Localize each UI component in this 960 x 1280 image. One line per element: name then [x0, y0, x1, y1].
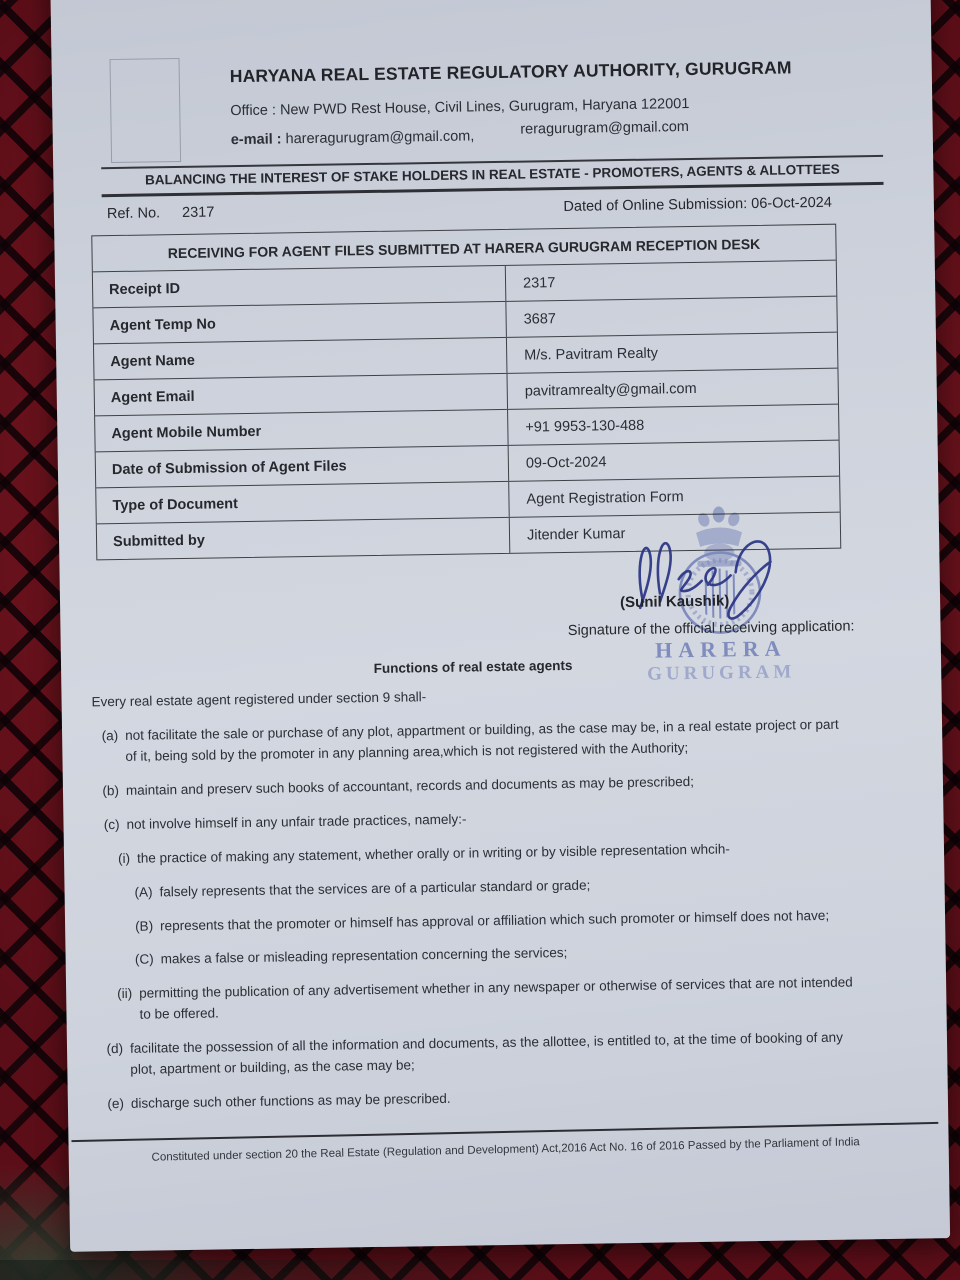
item-text: discharge such other functions as may be prescribed.	[130, 1090, 451, 1111]
item-marker: (i)	[117, 850, 131, 866]
table-title: RECEIVING FOR AGENT FILES SUBMITTED AT HARERA GURUGRAM RECEPTION DESK	[92, 225, 835, 273]
functions-heading: Functions of real estate agents	[373, 657, 573, 676]
item-marker: (d)	[106, 1041, 124, 1057]
row-value: Agent Registration Form	[526, 489, 684, 508]
footer	[68, 1124, 948, 1163]
function-item-C	[94, 939, 854, 972]
row-value: M/s. Pavitram Realty	[524, 345, 659, 364]
item-marker: (e)	[107, 1096, 125, 1112]
bottom-dark-strip	[0, 1260, 576, 1280]
motto-banner: BALANCING THE INTEREST OF STAKE HOLDERS IN REAL ESTATE - PROMOTERS, AGENTS & ALLOTTEES	[101, 155, 883, 197]
item-text: falsely represents that the services are of a particular standard or grade;	[159, 877, 591, 899]
stamp-text-gurugram: GURUGRAM	[646, 661, 796, 685]
functions-intro: Every real estate agent registered under section 9 shall-	[91, 689, 427, 710]
function-item-B	[93, 905, 853, 938]
function-item-A	[92, 871, 852, 904]
email-primary: hareragurugram@gmail.com,	[285, 128, 475, 148]
row-value: pavitramrealty@gmail.com	[524, 380, 697, 400]
row-label: Date of Submission of Agent Files	[96, 446, 509, 487]
signatory-name: (Sunil Kaushik)	[619, 592, 730, 612]
row-label: Agent Temp No	[93, 302, 506, 343]
function-item-e	[96, 1083, 856, 1116]
row-label: Type of Document	[96, 482, 509, 523]
ref-number	[107, 204, 215, 222]
item-text: represents that the promoter or himself has approval or affiliation which such promoter or himself does not have;	[159, 907, 830, 933]
submission-date-line: Dated of Online Submission: 06-Oct-2024	[563, 194, 832, 215]
row-label: Agent Mobile Number	[95, 410, 508, 451]
row-label: Agent Email	[95, 374, 508, 415]
footer-text: Constituted under section 20 the Real Estate (Regulation and Development) Act,2016 Act No. 16 of 2016 Passed by the Parliament of India	[151, 1136, 860, 1164]
row-label: Receipt ID	[93, 266, 506, 307]
function-item-i	[92, 837, 852, 870]
item-marker: (C)	[134, 951, 154, 968]
item-text: permitting the publication of any advertisement whether in any newspaper or otherwise of services that are not intended to be offered.	[139, 974, 853, 1023]
reference-row	[107, 195, 832, 222]
item-text: not facilitate the sale or purchase of any plot, appartment or building, as the case may be, in a real estate project or part of it, being sold by the promoter in any planning area,which is not registered with the Authority;	[125, 716, 839, 764]
row-value: +91 9953-130-488	[525, 417, 645, 436]
row-value: 09-Oct-2024	[525, 454, 607, 472]
ref-value: 2317	[181, 204, 215, 221]
receipt-document	[50, 0, 950, 1252]
item-marker: (c)	[103, 816, 120, 833]
email-secondary: reragurugram@gmail.com	[520, 118, 690, 138]
stamp-text-harera: HARERA	[654, 635, 787, 663]
item-marker: (b)	[102, 782, 120, 799]
email-line	[230, 118, 933, 149]
item-text: the practice of making any statement, whether orally or in writing or by visible representation whcih-	[136, 841, 730, 866]
item-marker: (A)	[134, 884, 153, 900]
item-marker: (ii)	[117, 986, 133, 1002]
item-marker: (B)	[134, 918, 154, 934]
ref-label: Ref. No.	[106, 205, 161, 223]
item-text: not involve himself in any unfair trade practices, namely:-	[126, 811, 467, 832]
signature-caption: Signature of the official receiving application:	[567, 618, 855, 639]
function-item-d	[95, 1028, 856, 1082]
email-label: e-mail :	[230, 131, 282, 149]
office-address: Office : New PWD Rest House, Civil Lines, Gurugram, Haryana 122001	[230, 95, 690, 120]
item-marker: (a)	[101, 728, 119, 744]
function-item-b	[91, 769, 851, 802]
function-item-a	[90, 715, 851, 769]
row-label: Agent Name	[94, 338, 507, 379]
function-item-ii	[94, 973, 855, 1027]
logo-placeholder-box	[109, 58, 181, 163]
item-text: facilitate the possession of all the information and documents, as the allottee, is entitled to, at the time of booking of any plot, apartment or building, as the case may be;	[129, 1029, 844, 1078]
row-value: 3687	[523, 311, 557, 328]
row-value: Jitender Kumar	[526, 526, 626, 544]
function-item-c	[91, 803, 851, 836]
authority-name: HARYANA REAL ESTATE REGULATORY AUTHORITY, GURUGRAM	[229, 57, 792, 87]
functions-list	[90, 715, 856, 1116]
item-text: makes a false or misleading representation concerning the services;	[160, 945, 568, 967]
letterhead	[228, 0, 933, 148]
item-text: maintain and preserv such books of accountant, records and documents as may be prescribed;	[125, 773, 695, 798]
row-label: Submitted by	[97, 518, 510, 559]
row-value: 2317	[522, 275, 556, 292]
